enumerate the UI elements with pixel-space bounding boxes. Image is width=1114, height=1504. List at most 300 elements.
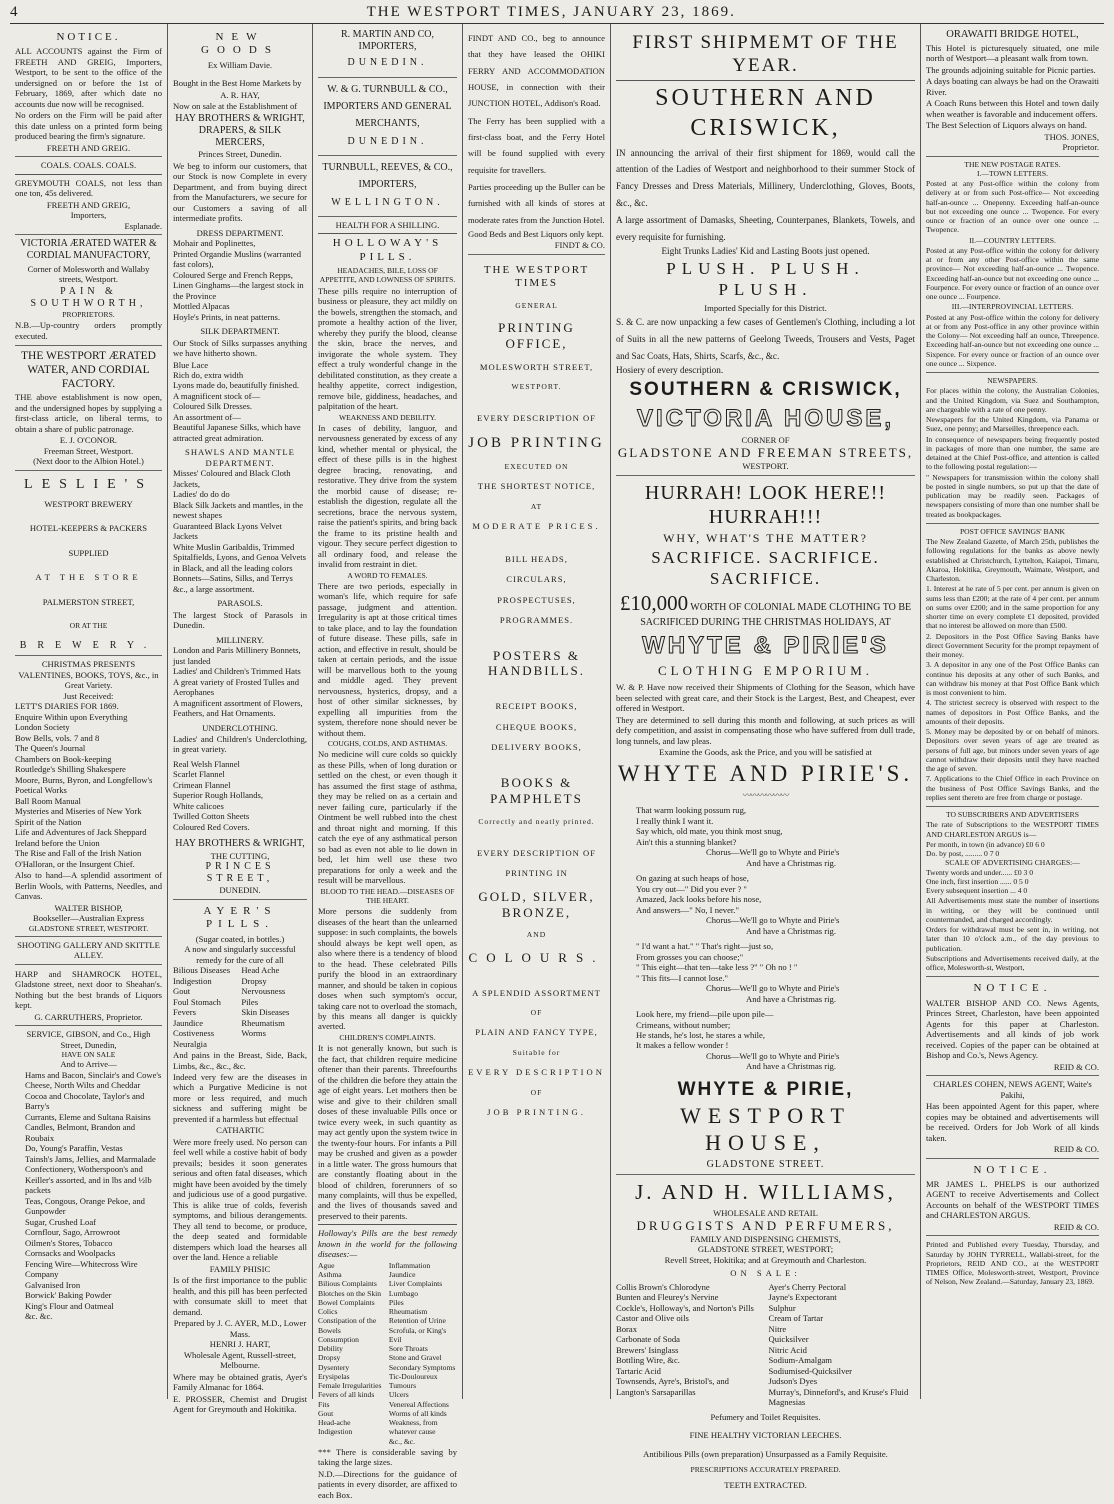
ad-heading: AYER'S PILLS. (203, 904, 277, 931)
poem-line: Ain't this a stunning blanket? (636, 836, 737, 847)
list-item: Nitric Acid (768, 1344, 807, 1355)
list-item: King's Flour and Oatmeal (25, 1300, 114, 1311)
list-item: Lyons made do, beautifully finished. (173, 380, 300, 391)
ad-heading: ORAWAITI BRIDGE HOTEL, (946, 29, 1079, 40)
ad-line: WESTPORT. (742, 461, 789, 472)
ad-signature: Importers, (70, 210, 107, 221)
ad-line: JOB PRINTING. (487, 1106, 586, 1117)
list-item: Mohair and Poplinettes, (173, 238, 256, 249)
list-item: Ayer's Cherry Pectoral (768, 1281, 847, 1292)
ad-line: CIRCULARS, (506, 574, 567, 585)
ad-line: FAMILY AND DISPENSING CHEMISTS, (690, 1233, 841, 1244)
list-item: Cocoa and Chocolate, Taylor's and Barry's (25, 1090, 145, 1112)
ad-signature: REID & CO. (1053, 1144, 1099, 1155)
ad-line: EVERY DESCRIPTION (468, 1067, 605, 1078)
ad-subheading: CLOTHING EMPORIUM. (658, 662, 873, 678)
list-item: Guaranteed Black Lyons Velvet Jackets (173, 520, 282, 542)
poem-chorus: And have a Christmas rig. (746, 857, 836, 868)
list-item: Crimean Flannel (173, 779, 231, 790)
ad-line: GLADSTONE STREET, WESTPORT; (697, 1244, 834, 1255)
ad-line: Pefumery and Toilet Requisites. (710, 1411, 821, 1422)
ad-signature: HAY BROTHERS & WRIGHT, (175, 838, 305, 850)
ad-turnbull (318, 78, 457, 156)
list-item: Nitre (768, 1323, 787, 1334)
ad-list (173, 360, 307, 444)
ad-line: TEETH EXTRACTED. (724, 1480, 807, 1491)
ad-subheading: HEADACHES, BILE, LOSS OF APPETITE, AND LOWNESS OF SPIRITS. (319, 266, 456, 285)
ad-line: Antibilious Pills (own preparation) Unsurpassed as a Family Requisite. (643, 1448, 888, 1459)
list-item: Carbonate of Soda (616, 1334, 680, 1345)
ad-line: OR AT THE (69, 621, 108, 631)
list-item: A magnificent stock of— (173, 390, 261, 401)
ad-subheading: WHY, WHAT'S THE MATTER? (663, 531, 868, 546)
ad-body: S. & C. are now unpacking a few cases of Gentlemen's Clothing, including a lot of Suits in all the new patterns of Geelong Tweeds, Trousers and Vests, Paget and Sac Coats, Hats, Shirts, Scarfs, &c., &c. (616, 317, 915, 361)
ad-signature: GLADSTONE STREET, WESTPORT. (28, 923, 149, 933)
list-item: Tartaric Acid (616, 1365, 661, 1376)
ad-body: N.D.—Directions for the guidance of patients in every disorder, are affixed to each Box. (318, 1468, 457, 1500)
ad-body: It is not generally known, but such is the fact, that children require medicine oftener than their parents. Threefourths of the children die before they attain the age of eight years. Let mothers then be wise and give to their children small doses of these invaluable Pills once or twice every week, in such quantity as may act gently upon the system twice in the twenty-four hours. For infants a Pill may be crushed and given as a powder in a little water. The gross humours that are constantly floating about in the blood of children, forerunners of so many complaints, will thus be expelled, and the lives of thousands saved and preserved to their parents. (318, 1043, 457, 1221)
ad-line: PROSPECTUSES, (497, 594, 576, 605)
ad-heading: SERVICE, GIBSON, and Co., High Street, Dunedin, (26, 1029, 151, 1050)
poem-chorus: And have a Christmas rig. (746, 925, 836, 936)
ad-subheading: ON SALE: (730, 1268, 801, 1279)
section-heading: NEWSPAPERS. (987, 376, 1038, 386)
ad-signature: PROPRIETORS. (62, 309, 115, 319)
ad-signature: Esplanade. (124, 220, 162, 231)
ad-list (173, 238, 307, 322)
list-item: Worms of all kinds (388, 1408, 447, 1418)
list-item: Mottled Alpacas (173, 301, 230, 312)
ad-body: And pains in the Breast, Side, Back, Limbs, &c., &c., &c. (173, 1050, 307, 1071)
ad-list (173, 759, 307, 832)
ad-heading: PLUSH. PLUSH. PLUSH. (666, 259, 865, 300)
list-item: Brewers' Isinglass (616, 1344, 679, 1355)
ad-body: The largest Stock of Parasols in Dunedin. (173, 609, 307, 631)
poem-line: That warm looking possum rug, (636, 805, 747, 816)
ad-two-col-list (616, 1282, 915, 1408)
list-item: Bilious Complaints (318, 1279, 377, 1289)
imprint (926, 1236, 1099, 1290)
ad-heading: J. AND H. WILLIAMS, (635, 1179, 896, 1204)
poem-line: " I'd want a hat." " That's right—just so, (636, 941, 774, 952)
list-item: Cornsacks and Woolpacks (25, 1248, 116, 1259)
ad-heading: TURNBULL, REEVES, & CO., IMPORTERS, (322, 161, 453, 190)
ad-subheading: FAMILY PHISIC (209, 1263, 271, 1274)
ad-heading: HOLLOWAY'S PILLS. (332, 237, 443, 263)
ad-line: GLADSTONE STREET. (706, 1158, 825, 1170)
ad-southern-criswick (616, 26, 915, 476)
ad-line-amount (616, 591, 915, 617)
poem-stanza (616, 1009, 915, 1072)
ad-body: GREYMOUTH COALS, not less than one ton, 45s delivered. (15, 177, 162, 199)
ad-holloways (318, 217, 457, 1504)
list-item: A magnificent assortment of Flowers, Feathers, and Hat Ornaments. (173, 697, 303, 719)
ad-subheading: CHILDREN'S COMPLAINTS. (339, 1032, 436, 1042)
poem-chorus: Chorus—We'll go to Whyte and Pirie's (706, 915, 840, 926)
ad-orawaiti-hotel (926, 26, 1099, 157)
ad-turnbull-reeves (318, 156, 457, 217)
ad-heading: NOTICE. (973, 1163, 1052, 1176)
list-item: Ulcers (388, 1390, 409, 1400)
list-item: Inflammation (388, 1260, 431, 1270)
ad-subheading: COUGHS, COLDS, AND ASTHMAS. (327, 739, 448, 749)
ad-body: Bought in the Best Home Markets by (173, 78, 302, 89)
ad-two-col-list (318, 1261, 457, 1446)
section-heading: THE NEW POSTAGE RATES. (964, 159, 1061, 169)
ad-body: We beg to inform our customers, that our Stock is now Complete in every Department, and from buying direct from the Manufacturers, we secure for our Customers a saving of all intermediate profits. (173, 160, 307, 224)
ad-body: The Ferry has been supplied with a first-class boat, and the Ferry Hotel will be found supplied with every requisite for travellers. (468, 115, 605, 175)
rate-line: Do. by post, ......... 0 7 0 (926, 849, 1000, 859)
section-body: 4. The strictest secrecy is observed with respect to the names of depositors in Post Office Banks, and the amounts of their deposits. (926, 698, 1099, 726)
list-item: Tainsh's Jams, Jellies, and Marmalade (25, 1153, 156, 1164)
list-item: Venereal Affections (388, 1399, 449, 1409)
ad-signature: FREETH AND GREIG. (46, 142, 131, 153)
list-item: Worms (241, 1028, 266, 1039)
ad-heading: WHYTE & PIRIE'S (642, 632, 889, 660)
ad-line: GOLD, SILVER, BRONZE, (478, 888, 595, 920)
ad-line: BREWERY. (19, 640, 158, 652)
ad-body: Also to hand—A splendid assortment of Berlin Wools, with Patterns, Needles, and Canvas. (15, 870, 162, 902)
list-item: Bow Bells, vols. 7 and 8 (15, 732, 100, 743)
ad-leslie-brewery (15, 471, 162, 657)
list-item: Asthma (318, 1270, 342, 1280)
ad-list (173, 965, 239, 1049)
list-item: Judson's Dyes (768, 1376, 818, 1387)
list-item: LETT'S DIARIES FOR 1869. (15, 701, 119, 712)
list-item: Do, Young's Paraffin, Vestas (25, 1143, 123, 1154)
list-item: London Society (15, 722, 70, 733)
poem-chorus: And have a Christmas rig. (746, 1061, 836, 1072)
savings-bank (926, 524, 1099, 807)
list-item: Sore Throats (388, 1344, 428, 1354)
ad-line: BOOKS & PAMPHLETS (490, 774, 583, 806)
list-item: Confectionery, Wotherspoon's and Keiller's assorted, and in lbs and ½lb packets (25, 1164, 152, 1196)
ad-subheading: SHAWLS AND MANTLE DEPARTMENT. (185, 447, 295, 468)
list-item: London and Paris Millinery Bonnets, just landed (173, 645, 301, 666)
ad-line: PALMERSTON STREET, (42, 596, 135, 607)
list-item: Black Silk Jackets and mantles, in the newest shapes (173, 499, 304, 521)
ad-heading: SHOOTING GALLERY AND SKITTLE ALLEY. (17, 939, 160, 961)
list-item: Female Irregularities (318, 1381, 382, 1391)
ad-subheading: CATHARTIC (216, 1125, 264, 1136)
ad-heading: R. MARTIN AND CO, IMPORTERS, (340, 29, 435, 53)
list-item: Rheumatism (241, 1017, 285, 1028)
ad-signature: DUNEDIN. (219, 885, 261, 896)
list-item: Foul Stomach (173, 996, 221, 1007)
ad-address: Freeman Street, Westport. (43, 445, 134, 456)
ad-line: DRUGGISTS AND PERFUMERS, (636, 1218, 895, 1234)
list-item: Scrofula, or King's Evil (388, 1325, 447, 1344)
list-item: Superior Rough Hollands, (173, 790, 263, 801)
poem-line: On gazing at such heaps of hose, (636, 873, 749, 884)
ad-line: PRINTING OFFICE, (498, 319, 575, 351)
ad-heading: THE WESTPORT TIMES (483, 263, 590, 290)
section-body: In consequence of newspapers being frequently posted in packages of more than one number, the same are detained at the Chief Post-office, and attention is called to the following postal regulation:— (926, 434, 1099, 472)
ad-line: EVERY DESCRIPTION OF (477, 847, 596, 858)
ad-heading: HURRAH! LOOK HERE!! HURRAH!!! (644, 481, 887, 528)
ad-line: Correctly and neatly printed. (478, 816, 595, 826)
list-item: Teas, Congous, Orange Pekoe, and Gunpowder (25, 1195, 145, 1217)
ad-notice-bishop (926, 977, 1099, 1076)
list-item: Printed Organdie Muslins (warranted fast colors), (173, 248, 302, 270)
list-item: Lumbago (388, 1288, 418, 1298)
ad-body: Now on sale at the Establishment of (173, 101, 298, 112)
list-item: &c. &c. (25, 1311, 53, 1322)
ad-line: BILL HEADS, (505, 553, 568, 564)
list-item: Head Ache (241, 965, 280, 976)
ad-body: No orders on the Firm will be paid after this date unless on a printed form being produced bearing the firm's signature. (15, 110, 162, 142)
ad-martin (318, 26, 457, 78)
poem-line: He stands, he's lost, he stares a while, (636, 1030, 765, 1040)
ad-service-gibson (15, 1026, 162, 1324)
ad-westport-aerated (15, 346, 162, 470)
list-item: Borwick' Baking Powder (25, 1290, 112, 1301)
list-item: Dysentery (318, 1362, 350, 1372)
ad-line: A SPLENDID ASSORTMENT (472, 987, 601, 998)
list-item: Weakness, from whatever cause (388, 1418, 438, 1437)
ad-signature: THOS. JONES, (1044, 131, 1099, 142)
ad-line: JOB PRINTING (468, 434, 605, 451)
list-item: Coloured Silk Dresses. (173, 401, 253, 412)
poem-chorus: Chorus—We'll go to Whyte and Pirie's (706, 847, 840, 858)
ad-heading: HAY BROTHERS & WRIGHT, DRAPERS, & SILK MERCERS, (175, 112, 305, 149)
ad-body: Is of the first importance to the public health, and this pill has been perfected with consumate skill to meet that demand. (173, 1275, 307, 1317)
section-body: 2. Depositors in the Post Office Saving Banks have direct Government Security for the prompt repayment of their money. (926, 631, 1099, 660)
list-item: Cheese, North Wilts and Cheddar (25, 1080, 141, 1091)
list-item: An assortment of— (173, 411, 241, 422)
ad-line: WORTH OF COLONIAL MADE CLOTHING TO BE (690, 602, 912, 614)
ad-subheading: BLOOD TO THE HEAD.—DISEASES OF THE HEART. (320, 886, 455, 905)
ad-heading: SACRIFICE. SACRIFICE. SACRIFICE. (651, 548, 880, 588)
ad-signature: Prepared by J. C. AYER, M.D., Lower Mass. (173, 1318, 307, 1339)
ad-signature: REID & CO. (1053, 1061, 1099, 1072)
ad-body: Were more freely used. No person can feel well while a costive habit of body prevails; besides it soon generates serious and often fatal diseases, which might have been avoided by the timely and judicious use of a good purgative. This is alike true of colds, feverish symptoms, and bilious derangements. They all tend to become, or produce, the deep seated and formidable distempers which load the hearses all over the land. Hence a reliable (173, 1136, 307, 1263)
ad-notice-phelps (926, 1159, 1099, 1237)
list-item: Spirit of the Nation (15, 816, 82, 827)
list-item: Debility (318, 1344, 343, 1354)
list-item: Misses' Coloured and Black Cloth Jackets, (173, 468, 291, 489)
ad-line: SACRIFICED DURING THE CHRISTMAS HOLIDAYS, AT (640, 617, 891, 629)
ornament-rule: 〰〰〰〰〰〰 (742, 789, 789, 800)
ad-list (389, 1261, 457, 1446)
ad-findt (468, 26, 605, 255)
ad-line: DUNEDIN. (347, 57, 428, 69)
ad-body: Holloway's Pills are the best remedy known in the world for the following diseases:— (318, 1228, 457, 1260)
ad-heading: NOTICE. (56, 31, 121, 43)
ad-body: W. & P. Have now received their Shipments of Clothing for the Season, which have been selected with great care, and their Stock is the Largest, Best, and Cheapest, ever offered in Westport. (616, 682, 915, 714)
list-item: Bunten and Fleurey's Nervine (616, 1292, 719, 1303)
section-subheading: II.—COUNTRY LETTERS. (969, 235, 1056, 245)
ad-subheading: Ex William Davie. (207, 59, 273, 70)
ad-new-goods (173, 26, 307, 900)
list-item: Fencing Wire—Whitecross Wire Company (25, 1258, 138, 1280)
ad-harp-shamrock (15, 965, 162, 1026)
ad-line: HOTEL-KEEPERS & PACKERS (29, 523, 148, 534)
ad-heading: CHARLES COHEN, NEWS AGENT, Waite's Pakihi, (933, 1079, 1092, 1100)
section-body: Subscriptions and Advertisements received daily, at the office, Molesworth-st, Westport, (926, 953, 1099, 973)
list-item: Quicksilver (768, 1334, 809, 1345)
list-item: Sulphur (768, 1302, 796, 1313)
postage-rates (926, 157, 1099, 374)
section-body: Orders for withdrawal must be sent in, in writing, not later than 10 o'clock a.m., of the day previous to publication. (926, 925, 1099, 953)
ad-list (241, 965, 307, 1049)
ad-heading: VICTORIA ÆRATED WATER & CORDIAL MANUFACTORY, (20, 238, 157, 262)
list-item: &c., &c. (388, 1436, 416, 1446)
list-item: Life and Adventures of Jack Sheppard (15, 827, 147, 838)
ad-heading: W. & G. TURNBULL & CO., IMPORTERS AND GENERAL MERCHANTS, (323, 83, 452, 129)
list-item: Fevers of all kinds (318, 1390, 375, 1400)
section-subheading: SCALE OF ADVERTISING CHARGES:— (945, 858, 1080, 868)
ad-subheading: A WORD TO FEMALES. (347, 570, 428, 580)
ad-heading: WHYTE AND PIRIE'S. (617, 760, 914, 786)
ad-line: AT THE STORE (35, 572, 142, 583)
poem-stanza (616, 941, 915, 1004)
ad-body: There are two periods, especially in woman's life, which require for safe passage, judgment and attention. Irregularity is apt at those critical times to take place, and to lay the foundation of future disease. These pills, safe in action, and effective in result, should be taken at certain periods, and the issue will be marvellous both to the young and middle aged. They prevent nervousness, hysterics, dropsy, and a host of other similar sicknesses, by expelling all impurities from the system, therefore none should never be without them. (318, 580, 457, 738)
ad-heading: NOTICE. (973, 982, 1052, 995)
ad-signature: Proprietor. (1062, 142, 1099, 153)
list-item: Cockle's, Holloway's, and Norton's Pills (616, 1302, 754, 1313)
ad-line: CORNER OF (741, 434, 790, 445)
list-item: Jaundice (173, 1017, 204, 1028)
column-6 (921, 24, 1104, 1399)
ad-line: THE SHORTEST NOTICE, (477, 481, 596, 492)
list-item: Routledge's Shilling Shakespere (15, 764, 126, 775)
list-item: Stone and Gravel (388, 1353, 442, 1363)
ad-heading: CHRISTMAS PRESENTS VALENTINES, BOOKS, TOYS, &c., in Great Variety. (18, 659, 159, 691)
list-item: White Muslin Garibaldis, Trimmed (173, 541, 295, 552)
section-heading: POST OFFICE SAVINGS' BANK (959, 526, 1066, 536)
ad-christmas-presents (15, 656, 162, 936)
ad-charles-cohen (926, 1076, 1099, 1158)
list-item: A great variety of Frosted Tulles and Aerophanes (173, 676, 300, 698)
list-item: Erysipelas (318, 1371, 350, 1381)
ad-body: The Best Selection of Liquors always on hand. (926, 120, 1087, 131)
ad-body: In cases of debility, languor, and nervousness generated by excess of any kind, whether mental or physical, the effect of these pills is in the highest degree bracing, renovating, and restorative. They drive from the system the morbid cause of disease; re-establish the digestion, regulate all the secretions, brace the nervous system, raise the patient's spirits, and bring back the frame to its pristine health and vigour. They secure perfect digestion to all ordinary food, and release the invalid from restraint in diet. (318, 422, 457, 570)
poem-line: Amazed, Jack looks before his nose, (636, 894, 762, 905)
ad-signature: Wholesale Agent, Russell-street, Melbourne. (183, 1349, 297, 1371)
ad-line: DELIVERY BOOKS, (491, 742, 582, 753)
page-title: THE WESTPORT TIMES, JANUARY 23, 1869. (366, 4, 736, 20)
columns (10, 24, 1104, 1500)
ad-body: IN announcing the arrival of their first shipment for 1869, would call the attention of the Ladies of Westport and neighborhood to their summer Stock of Fancy Dresses and Dress Materials, Millinery, Underclothing, Gloves, Boots, &c., &c. (616, 147, 915, 208)
ad-victoria-aerated (15, 235, 162, 346)
list-item: Jayne's Expectorant (768, 1292, 837, 1303)
ad-signature: HENRI J. HART, (209, 1339, 271, 1350)
ad-heading: WESTPORT HOUSE, (680, 1103, 851, 1155)
ad-subheading: SILK DEPARTMENT. (200, 326, 280, 337)
ad-list (318, 1261, 386, 1446)
list-item: Piles (388, 1297, 404, 1307)
list-item: Fits (318, 1399, 330, 1409)
column-3 (313, 24, 463, 1500)
list-item: Bowel Complaints (318, 1297, 375, 1307)
rate-line: Per month, in town (in advance) £0 6 0 (926, 839, 1045, 849)
ad-heading: COALS. COALS. COALS. (40, 160, 137, 171)
ad-body: FINDT AND CO., beg to announce that they have leased the OHIKI FERRY AND ACCOMMODATION HOUSE, in connection with their JUNCTION HOTEL, Addison's Road. (468, 33, 605, 109)
section-body: " Newspapers for transmission within the colony shall be posted in single numbers, so put up that the date of publication may be readily seen. Packages of newspapers consisting of more than one number shall be treated as bookpackages. (926, 472, 1099, 519)
list-item: Bonnets—Satins, Silks, and Terrys &c., a large assortment. (173, 573, 293, 594)
ad-body: A Coach Runs between this Hotel and town daily when weather is favorable and inducement offers. (926, 98, 1099, 119)
ad-line: EVERY DESCRIPTION OF (477, 413, 596, 424)
ad-body: MR JAMES L. PHELPS is our authorized AGENT to receive Advertisements and Collect Accounts on behalf of the WESTPORT TIMES and CHARLESTON ARGUS. (926, 1178, 1099, 1221)
ad-signature: PAIN & SOUTHWORTH, (30, 285, 147, 309)
rate-line: Every subsequent insertion ... 4 0 (926, 886, 1028, 896)
list-item: Cornflour, Sago, Arrowroot (25, 1227, 121, 1238)
ad-line: GENERAL (515, 300, 558, 310)
section-body: 1. Interest at he rate of 5 per cent. per annum is given on sums less than £200; at the rate of 4 per cent. per annum on sums over £200; and in the same proportion for any shorter time on every complete £1 deposited, provided that no interest be allowed on more than £500. (926, 584, 1099, 631)
column-5 (611, 24, 921, 1491)
list-item: Ladies' do do do (173, 489, 230, 500)
section-body: 3. A depositor in any one of the Post Office Banks can continue his deposits at any other of such Banks, and can withdraw his money at that Post Office Bank which is most convenient to him. (926, 660, 1099, 698)
poem-chorus: Chorus—We'll go to Whyte and Pirie's (706, 983, 840, 994)
ad-heading: NEW GOODS (201, 31, 279, 57)
list-item: Dropsy (318, 1353, 341, 1363)
ad-subheading: PARASOLS. (217, 598, 263, 609)
list-item: Piles (241, 996, 259, 1007)
list-item: Sugar, Crushed Loaf (25, 1216, 97, 1227)
list-item: Head-ache (318, 1418, 351, 1428)
section-body: The New Zealand Gazette, of March 25th, publishes the following regulations for the banks as above newly established at Christchurch, Lyttelton, Kaiapoi, Timaru, Akaroa, Hokitika, Greymouth, Waimate, Westport, and Charleston. (926, 537, 1099, 584)
list-item: The Rise and Fall of the Irish Nation (15, 848, 142, 859)
column-1 (10, 24, 168, 1399)
ad-body: No medicine will cure colds so quickly as these Pills, when of long duration or settled on the chest, or even though it has assumed the first stage of asthma, they may be relied on as a certain and never failing cure, particularly if the Ointment be well rubbed into the chest and throat night and morning. If this catch the eye of any asthmatical person so bad as even not able to lie down in bed, let him well use these two preparations for only a week and the result will be marvellous. (318, 749, 457, 886)
ad-subheading: WEAKNESS AND DEBILITY. (338, 412, 437, 422)
ad-heading: HEALTH FOR A SHILLING. (335, 219, 440, 230)
poem-line: " This fits—I cannot lose." (636, 972, 729, 983)
list-item: Tic-Douloureux (388, 1371, 438, 1381)
ad-line: DUNEDIN. (347, 135, 428, 147)
list-item: Fevers (173, 1007, 196, 1018)
poem-line: Look here, my friend—pile upon pile— (636, 1009, 774, 1020)
ad-subheading: MILLINERY. (216, 634, 264, 645)
list-item: Blotches on the Skin (318, 1288, 382, 1298)
ad-body: Where may be obtained gratis, Ayer's Family Almanac for 1864. (173, 1371, 307, 1393)
list-item: Sodiumised-Quicksilver (768, 1365, 853, 1376)
ad-westport-times-printing (468, 255, 605, 1130)
ad-line: PROGRAMMES. (499, 615, 574, 626)
section-body: 5. Money may be deposited by or on behalf of minors. Depositors over seven years of age are treated as persons of full age, but minors under seven years of age cannot withdraw their deposits until they have reached the age of seven. (926, 727, 1099, 774)
poem-line: Crimeans, without number; (636, 1019, 731, 1030)
ad-signature: THE CUTTING, (210, 850, 270, 861)
ad-heading: VICTORIA HOUSE, (636, 404, 895, 432)
ad-body: Eight Trunks Ladies' Kid and Lasting Boots just opened. (661, 246, 870, 257)
ad-signature: FREETH AND GREIG, (46, 199, 131, 210)
ad-list (15, 701, 162, 869)
list-item: Oilmen's Stores, Tobacco (25, 1237, 113, 1248)
list-item: Rheumatism (388, 1307, 428, 1317)
ad-heading: LESLIE'S (24, 476, 153, 492)
ad-body: Indeed very few are the diseases in which a Purgative Medicine is not more or less required, and much sickness and suffering might be prevented if a harmless but effectual (173, 1071, 307, 1124)
list-item: Ball Room Manual (15, 795, 81, 806)
ad-line: EXECUTED ON (504, 462, 569, 472)
ad-line: Suitable for (512, 1047, 561, 1057)
ad-body: Good Beds and Best Liquors only kept. (468, 228, 604, 239)
ad-shooting-gallery (15, 937, 162, 965)
ad-line: POSTERS & HANDBILLS. (488, 647, 585, 679)
ad-signature: WALTER BISHOP, (54, 902, 123, 913)
list-item: Ireland before the Union (15, 837, 100, 848)
list-item: Candles, Belmont, Brandon and Roubaix (25, 1122, 136, 1143)
list-item: Scarlet Flannel (173, 769, 225, 780)
ad-notice-freeth (15, 26, 162, 157)
ad-body: WALTER BISHOP AND CO. News Agents, Princes Street, Charleston, have been appointed Agents for this paper at Charleston. Advertisements and all kinds of job work received. Copies of the paper can be obtained at Bishop and Co.'s, News Agency. (926, 997, 1099, 1061)
ad-list (15, 1070, 162, 1322)
ad-subheading: Just Received: (63, 690, 114, 701)
poem-line: I really think I want it. (636, 815, 714, 826)
list-item: Chambers on Book-keeping (15, 753, 112, 764)
poem-chorus: Chorus—We'll go to Whyte and Pirie's (706, 1050, 840, 1061)
list-item: Twilled Cotton Sheets (173, 811, 250, 822)
